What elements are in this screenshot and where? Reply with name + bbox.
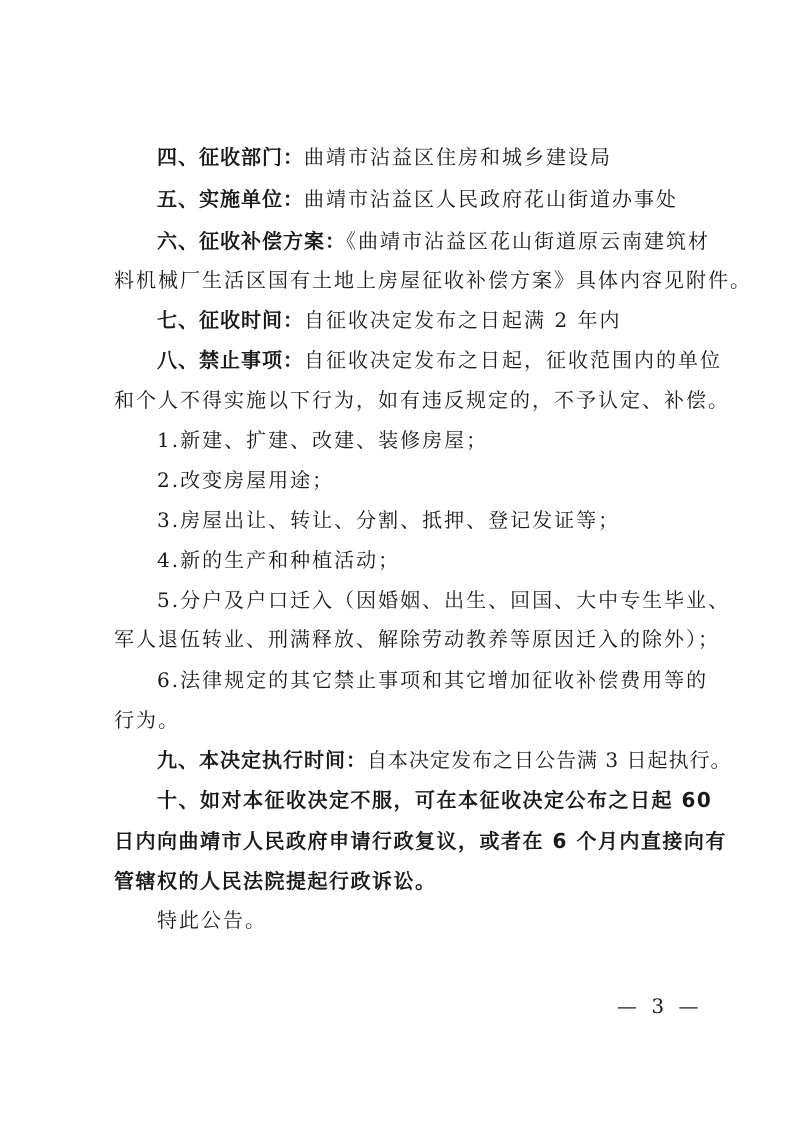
ban-item-4: 4.新的生产和种植活动； <box>157 548 401 572</box>
item-plan-label: 六、征收补偿方案： <box>157 229 346 253</box>
item-plan-cont: 料机械厂生活区国有土地上房屋征收补偿方案》具体内容见附件。 <box>114 268 752 292</box>
closing-text: 特此公告。 <box>157 908 267 932</box>
item-unit-text: 曲靖市沾益区人民政府花山街道办事处 <box>304 187 678 211</box>
item-dept-text: 曲靖市沾益区住房和城乡建设局 <box>304 145 612 169</box>
item-exec <box>157 748 731 772</box>
item-unit-label: 五、实施单位： <box>157 187 304 211</box>
item-dept <box>157 145 612 169</box>
item-dept-label: 四、征收部门： <box>157 145 304 169</box>
ban-item-3: 3.房屋出让、转让、分割、抵押、登记发证等； <box>157 508 621 532</box>
item-ban-label: 八、禁止事项： <box>157 348 304 372</box>
item-plan <box>157 229 710 253</box>
item-exec-label: 九、本决定执行时间： <box>157 748 367 772</box>
ban-item-6-cont: 行为。 <box>114 708 180 732</box>
item-time-text: 自征收决定发布之日起满 2 年内 <box>304 308 622 332</box>
item-ban-cont: 和个人不得实施以下行为，如有违反规定的，不予认定、补偿。 <box>114 388 730 412</box>
ban-item-6: 6.法律规定的其它禁止事项和其它增加征收补偿费用等的 <box>157 668 709 692</box>
appeal-line-3: 管辖权的人民法院提起行政诉讼。 <box>114 869 437 893</box>
item-ban <box>157 348 722 372</box>
appeal-line-1: 十、如对本征收决定不服，可在本征收决定公布之日起 60 <box>157 788 713 812</box>
item-unit <box>157 187 678 211</box>
item-exec-text: 自本决定发布之日公告满 3 日起执行。 <box>367 748 732 772</box>
appeal-line-2: 日内向曲靖市人民政府申请行政复议，或者在 6 个月内直接向有 <box>114 829 727 853</box>
ban-item-5-cont: 军人退伍转业、刑满释放、解除劳动教养等原因迁入的除外）； <box>114 627 720 651</box>
ban-item-2: 2.改变房屋用途； <box>157 468 335 492</box>
item-time <box>157 308 621 332</box>
item-ban-text: 自征收决定发布之日起，征收范围内的单位 <box>304 348 722 372</box>
ban-item-5: 5.分户及户口迁入（因婚姻、出生、回国、大中专生毕业、 <box>157 588 731 612</box>
ban-item-1: 1.新建、扩建、改建、装修房屋； <box>157 428 489 452</box>
page-number: — 3 — <box>617 994 703 1018</box>
item-plan-text: 《曲靖市沾益区花山街道原云南建筑材 <box>346 229 710 253</box>
item-time-label: 七、征收时间： <box>157 308 304 332</box>
